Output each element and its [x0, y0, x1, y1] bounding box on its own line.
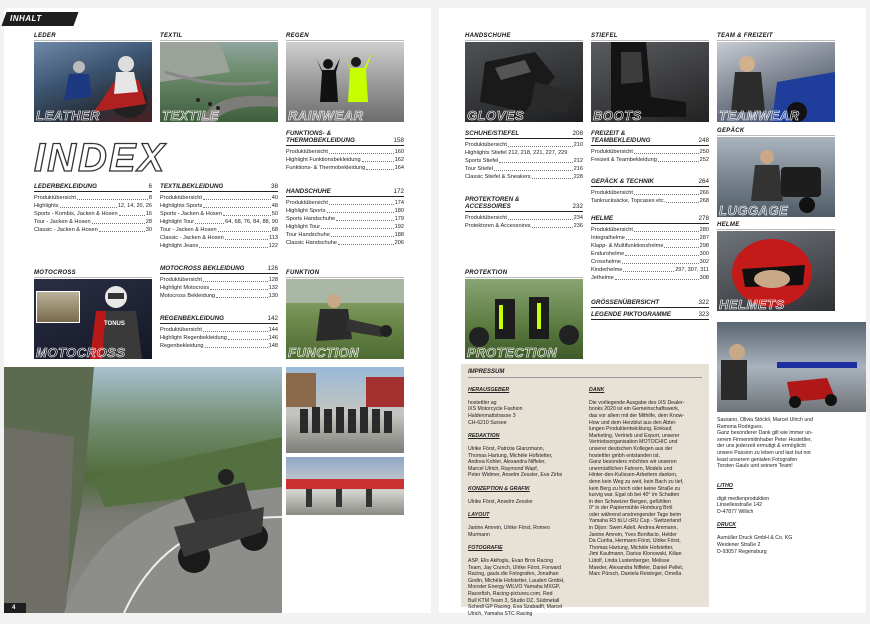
- section-label-stiefel: STIEFEL: [591, 33, 618, 39]
- photo-caption: MOTOCROSS: [36, 345, 126, 359]
- header-label: INHALT: [10, 14, 42, 23]
- photo-caption: HELMETS: [719, 297, 785, 311]
- function-photo: [286, 279, 404, 359]
- index-block-textil: TEXTILBEKLEIDUNG 38 Produktübersicht 40 Highlights Sports 48 Sports - Jacken & Hosen 50 Highlight Tour 64, 68, 76, 84, 88, 90 Tour - Jacken & Hosen 68 Classic - Jacken & Hosen 113 Highlight Jeans 122: [160, 183, 278, 249]
- divider: [717, 229, 835, 230]
- section-label-motocross: MOTOCROSS: [34, 270, 76, 276]
- section-label-helme: HELME: [717, 222, 740, 228]
- divider: [717, 135, 835, 136]
- helmets-photo: [717, 231, 835, 311]
- index-block-helme: HELME 278 Produktübersicht 280 Integralhelme 287 Klapp- & Multifunktionshelme 298 Endurohelme 300 Crosshelme 302 Kinderhelme 297, 307, 311 Jethelme 308: [591, 215, 709, 281]
- rider-sign: TONUS: [104, 321, 125, 327]
- index-block-leder: LEDERBEKLEIDUNG 6 Produktübersicht 8 Highlights 12, 14, 20, 26 Sports - Kombis, Jacken & Hosen 16 Tour - Jacken & Hosen 28 Classic - Jacken & Hosen 30: [34, 183, 152, 233]
- dealer-photo: [717, 322, 866, 412]
- right-page: [439, 8, 866, 617]
- index-block-funktion: FUNKTIONS- & THERMOBEKLEIDUNG 158 Produktübersicht 160 Highlight Funktionsbekleidung 162 Funktions- & Thermobekleidung 164: [286, 130, 404, 171]
- impressum-title: IMPRESSUM: [468, 369, 505, 375]
- photo-caption: BOOTS: [593, 108, 642, 122]
- divider: [286, 277, 404, 278]
- photo-caption: RAINWEAR: [288, 108, 364, 122]
- section-label-handschuhe: HANDSCHUHE: [465, 33, 511, 39]
- impressum-box: [461, 364, 709, 617]
- divider: [465, 277, 583, 278]
- section-label-gepaeck: GEPÄCK: [717, 128, 745, 134]
- left-page: [4, 8, 431, 613]
- luggage-photo: [717, 137, 835, 217]
- photo-caption: GLOVES: [467, 108, 525, 122]
- index-block-extra: GRÖSSENÜBERSICHT 322 LEGENDE PIKTOGRAMME 323: [591, 299, 709, 318]
- protection-photo: [465, 279, 583, 359]
- gloves-photo: [465, 42, 583, 122]
- road-rider-photo: [4, 367, 282, 613]
- divider: [465, 40, 583, 41]
- team-shop-photo: [286, 457, 404, 515]
- section-label-regen: REGEN: [286, 33, 309, 39]
- photo-caption: TEAMWEAR: [719, 108, 800, 122]
- section-label-leder: LEDER: [34, 33, 56, 39]
- page-number: 4: [12, 605, 16, 611]
- photo-caption: LUGGAGE: [719, 203, 789, 217]
- teamwear-photo: [717, 42, 835, 122]
- divider: [34, 40, 152, 41]
- index-block-stiefel: SCHUHE/STIEFEL 208 Produktübersicht 210 Highlights Stiefel 212, 218, 221, 227, 229 Sports Stiefel 212 Tour Stiefel 216 Classic Stiefel & Sneakers 228: [465, 130, 583, 180]
- textile-photo: [160, 42, 278, 122]
- litho-info: LITHO digit medienproduktion Linsellesstraße 142 D-47877 Willich DRUCK Aumüller Druck GmbH & Co. KG Weidener Straße 2 D-93057 Regensburg: [717, 482, 793, 555]
- section-label-textil: TEXTIL: [160, 33, 183, 39]
- divider: [160, 40, 278, 41]
- motocross-photo: [34, 279, 152, 359]
- index-block-motocross: MOTOCROSS BEKLEIDUNG 126 Produktübersicht 128 Highlight Motocross 132 Motocross Bekleidung 130: [160, 265, 278, 299]
- index-block-freizeit: FREIZEIT & TEAMBEKLEIDUNG 248 Produktübersicht 250 Freizeit & Teambekleidung 252: [591, 130, 709, 163]
- page-number-badge: [4, 603, 26, 613]
- index-title: INDEX: [34, 136, 167, 180]
- photo-caption: PROTECTION: [467, 345, 558, 359]
- rainwear-photo: [286, 42, 404, 122]
- index-block-protektoren: PROTEKTOREN & ACCESSOIRES 232 Produktübersicht 234 Protektoren & Accessoires 236: [465, 196, 583, 229]
- boots-photo: [591, 42, 709, 122]
- section-label-team: TEAM & FREIZEIT: [717, 33, 773, 39]
- index-block-handschuhe: HANDSCHUHE 172 Produktübersicht 174 Highlight Sports 180 Sports Handschuhe 179 Highlight Tour 192 Tour Handschuhe 188 Classic Handschuhe 206: [286, 188, 404, 246]
- impressum-col-2: DANK Die vorliegende Ausgabe des iXS Dealer- books 2020 ist ein Gemeinschaftswerk, das vor allem mit der Mithilfe, dem Know- How und dem Herzblut aus den Abtei- lungen Produktentwicklung, Einkauf, Marketing, Vertrieb und Export, unserer Vertriebsorganisation MOTOCHIC und unserer deutschen Kollegen aus der hostettler gmbh entstanden ist. Ganz besonders möchten wir unseren unermüdlichen Fahrern, Models und Hinter-den-Kulissen-Arbeitern danken, denn kein Weg zu weit, kein Bach zu tief, kein Berg zu hoch oder keine Straße zu kurvig war. Egal ob bei 40° im Schatten in den Schweizer Bergen, gefühlten 0° in der Papiermühle Homburg Bröl oder während anstrengender Tage beim Yamaha R3 bLU cRU Cup - Switzerland in Dijon: Swen Adelt, Andrea Ammann, Janine Amrein, Yves Bonifacio, Helder Da Cunha, Hermann Först, Ulrike Först, Thomas Hartung, Michèle Hofstetter, Jimi Kaufmann, Darius Klonowski, Kilian Lütolf, Linda Lustenberger, Melisse Maeder, Alexandra Niffeler, Daniel Pellet, Marc Pürsch, Daniela Reisinger, Ornella: [589, 386, 685, 578]
- divider: [34, 277, 152, 278]
- thanks-text: Sassano, Olivia Stöckli, Marcel Ulrich und Ramona Rodrigues. Ganz besonderer Dank gilt wie immer un- serem Firmenmitinhaber Peter Hostettler, der uns jederzeit ermutigt & ermöglicht unsere Passion zu leben und last but not least unserem genialen Fotografen Torsten Gauls und seinem Team!: [717, 417, 814, 470]
- photo-caption: FUNCTION: [288, 345, 360, 359]
- divider: [286, 40, 404, 41]
- divider: [468, 377, 702, 378]
- divider: [717, 40, 835, 41]
- photo-caption: LEATHER: [36, 108, 100, 122]
- photo-caption: TEXTILE: [162, 108, 219, 122]
- team-group-photo: [286, 367, 404, 453]
- index-block-gepaeck: GEPÄCK & TECHNIK 264 Produktübersicht 266 Tankrucksäcke, Topcases etc. 268: [591, 178, 709, 204]
- section-label-protektion: PROTEKTION: [465, 270, 508, 276]
- impressum-col-1: HERAUSGEBER hostettler ag iXS Motorcycle Fashion Haldenmattstrasse 3 CH-6210 Sursee REDAKTION Ulrike Först, Patrizia Glanzmann, Thomas Hartung, Michèle Hofstetter, Andrea Kohler, Alexandra Niffeler, Marcel Ulrich, Raymond Wapf, Peter Widmer, Anselm Zessler, Eva Zirbs KONZEPTION & GRAFIK Ulrike Först, Anselm Zessler LAYOUT Janine Amrein, Ulrike Först, Romeo Murmann FOTOGRAFIE ASP, Elis Akifoglu, Evan Bros Racing Team, Jay Crunch, Ulrike Först, Forward Racing, gauls.die Fotografen, Jonathan Godin, Michèle Hofstetter, Laudert GmbH, Monster Energy WILVO Yamaha MXGP, Racerfish, Racing-pictures.com, Red Bull KTM Team 3, Studio DZ, Südmetall Schedl GP Racing, Eva Szabadfi, Marcel Ulrich, Yamaha STC Racing: [468, 386, 565, 617]
- leather-photo: [34, 42, 152, 122]
- divider: [591, 40, 709, 41]
- section-label-funktion: FUNKTION: [286, 270, 320, 276]
- index-block-regen: REGENBEKLEIDUNG 142 Produktübersicht 144 Highlight Regenbekleidung 146 Regenbekleidung 148: [160, 315, 278, 349]
